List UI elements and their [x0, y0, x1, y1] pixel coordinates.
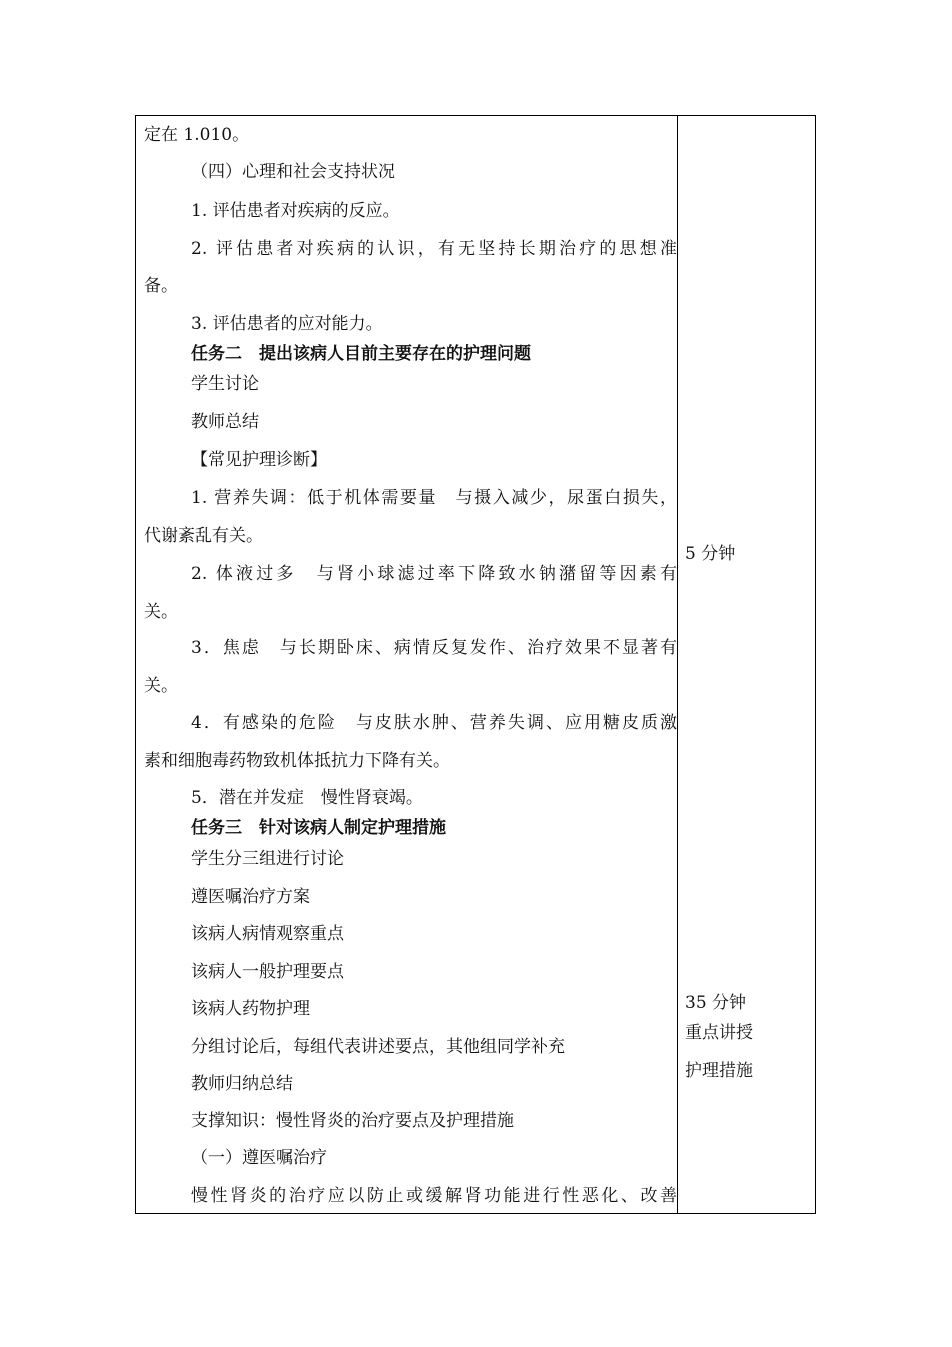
time-allocation: 35 分钟: [685, 993, 747, 1013]
list-item: 1. 评估患者对疾病的反应。: [191, 201, 400, 221]
text-line: 备。: [144, 276, 178, 296]
text-line: 教师归纳总结: [191, 1074, 293, 1094]
list-item: 3. 评估患者的应对能力。: [191, 314, 383, 334]
text-line: 该病人药物护理: [191, 999, 310, 1019]
list-item: 3．焦虑 与长期卧床、病情反复发作、治疗效果不显著有: [191, 638, 677, 658]
lesson-table: [135, 115, 816, 1214]
text-line: 分组讨论后，每组代表讲述要点，其他组同学补充: [191, 1037, 565, 1057]
text-line: 学生分三组进行讨论: [191, 849, 344, 869]
text-line: 该病人一般护理要点: [191, 962, 344, 982]
section-heading: （四）心理和社会支持状况: [191, 162, 395, 182]
text-line: 支撑知识：慢性肾炎的治疗要点及护理措施: [191, 1111, 514, 1131]
list-item: 2. 评估患者对疾病的认识，有无坚持长期治疗的思想准: [191, 239, 677, 259]
task-heading: 任务二 提出该病人目前主要存在的护理问题: [191, 344, 531, 364]
list-item: 1. 营养失调：低于机体需要量 与摄入减少，尿蛋白损失，: [191, 488, 677, 508]
section-heading: （一）遵医嘱治疗: [191, 1148, 327, 1168]
text-line: 代谢紊乱有关。: [144, 526, 263, 546]
text-line: 素和细胞毒药物致机体抵抗力下降有关。: [144, 751, 450, 771]
text-line: 慢性肾炎的治疗应以防止或缓解肾功能进行性恶化、改善: [191, 1186, 677, 1206]
text-line: 定在 1.010。: [144, 125, 250, 145]
text-line: 该病人病情观察重点: [191, 924, 344, 944]
text-line: 关。: [144, 676, 178, 696]
teaching-note: 护理措施: [685, 1061, 753, 1081]
list-item: 4．有感染的危险 与皮肤水肿、营养失调、应用糖皮质激: [191, 713, 677, 733]
text-line: 教师总结: [191, 412, 259, 432]
text-line: 遵医嘱治疗方案: [191, 887, 310, 907]
list-item: 2. 体液过多 与肾小球滤过率下降致水钠潴留等因素有: [191, 564, 677, 584]
task-heading: 任务三 针对该病人制定护理措施: [191, 818, 446, 838]
teaching-note: 重点讲授: [685, 1023, 753, 1043]
text-line: 学生讨论: [191, 374, 259, 394]
text-line: 关。: [144, 602, 178, 622]
column-divider: [677, 116, 678, 1213]
time-allocation: 5 分钟: [685, 544, 736, 564]
section-heading: 【常见护理诊断】: [191, 450, 327, 470]
list-item: 5．潜在并发症 慢性肾衰竭。: [191, 788, 423, 808]
